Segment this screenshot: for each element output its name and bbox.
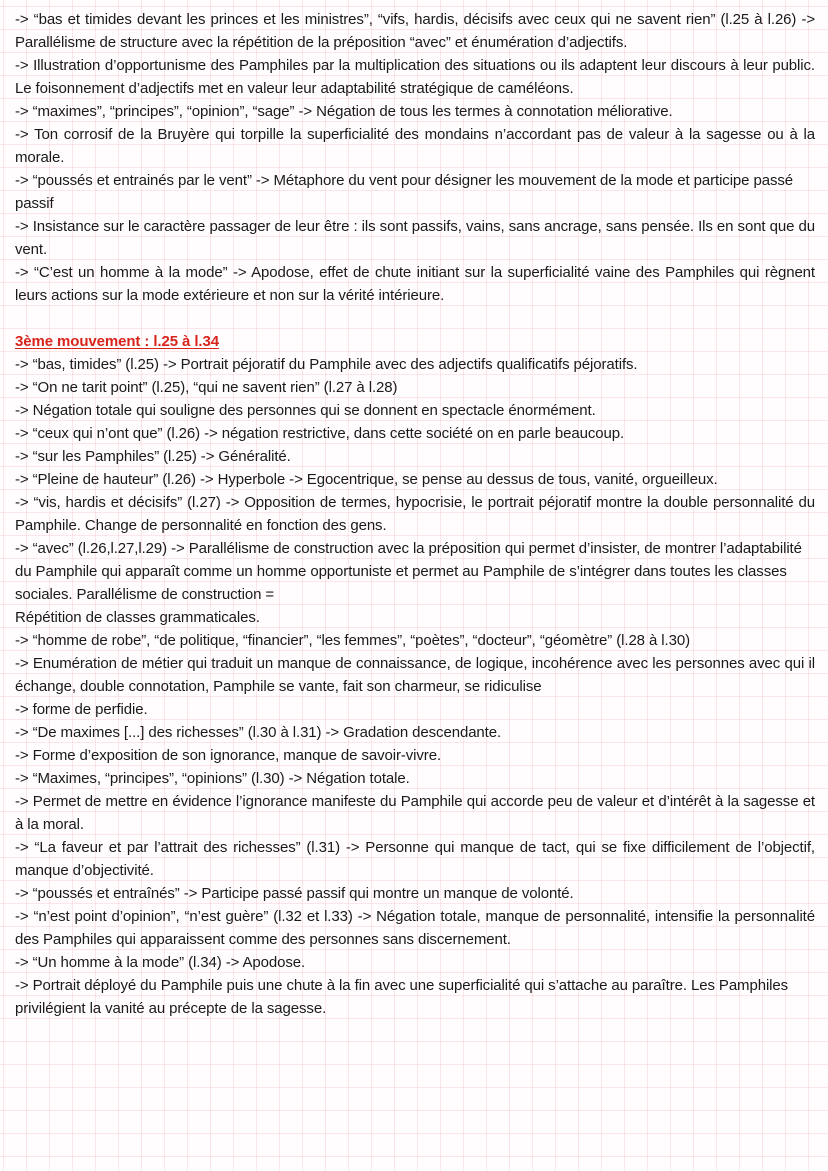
- note-paragraph: -> “Un homme à la mode” (l.34) -> Apodose.: [15, 954, 306, 971]
- document-page: [15, 8, 815, 1020]
- note-paragraph: -> “homme de robe”, “de politique, “financier”, “les femmes”, “poètes”, “docteur”, “géomètre” (l.28 à l.30): [15, 632, 690, 649]
- note-paragraph: -> “C’est un homme à la mode” -> Apodose, effet de chute initiant sur la superficialité vaine des Pamphiles qui règnent leurs actions sur la mode extérieure et non sur la vérité intérieure.: [15, 264, 815, 304]
- note-paragraph: -> “maximes”, “principes”, “opinion”, “sage” -> Négation de tous les termes à connotation méliorative.: [15, 103, 673, 120]
- note-paragraph: -> “bas, timides” (l.25) -> Portrait péjoratif du Pamphile avec des adjectifs qualificatifs péjoratifs.: [15, 356, 638, 373]
- note-paragraph: -> Négation totale qui souligne des personnes qui se donnent en spectacle énormément.: [15, 402, 596, 419]
- note-paragraph: -> “La faveur et par l’attrait des richesses” (l.31) -> Personne qui manque de tact, qui se fixe difficilement de l’objectif, manque d’objectivité.: [15, 839, 815, 879]
- section-heading: 3ème mouvement : l.25 à l.34: [15, 333, 219, 350]
- note-paragraph: -> Forme d’exposition de son ignorance, manque de savoir-vivre.: [15, 747, 442, 764]
- note-paragraph: -> “sur les Pamphiles” (l.25) -> Généralité.: [15, 448, 291, 465]
- note-paragraph: -> Permet de mettre en évidence l’ignorance manifeste du Pamphile qui accorde peu de valeur et d’intérêt à la sagesse et à la moral.: [15, 793, 815, 833]
- section-two: [15, 8, 815, 307]
- note-paragraph: -> Illustration d’opportunisme des Pamphiles par la multiplication des situations ou ils adaptent leur discours à leur public. Le foisonnement d’adjectifs met en valeur leur adaptabilité stratégique de caméléons.: [15, 57, 815, 97]
- note-paragraph: -> Ton corrosif de la Bruyère qui torpille la superficialité des mondains n’accordant pas de valeur à la sagesse ou à la morale.: [15, 126, 815, 166]
- note-paragraph: -> forme de perfidie.: [15, 701, 148, 718]
- note-paragraph: Répétition de classes grammaticales.: [15, 609, 260, 626]
- note-paragraph: -> “n’est point d’opinion”, “n’est guère” (l.32 et l.33) -> Négation totale, manque de personnalité, intensifie la personnalité des Pamphiles qui apparaissent comme des personnes sans discernement.: [15, 908, 815, 948]
- note-paragraph: -> “Maximes, “principes”, “opinions” (l.30) -> Négation totale.: [15, 770, 410, 787]
- note-paragraph: -> “ceux qui n’ont que” (l.26) -> négation restrictive, dans cette société on en parle beaucoup.: [15, 425, 625, 442]
- note-paragraph: -> “poussés et entraînés” -> Participe passé passif qui montre un manque de volonté.: [15, 885, 574, 902]
- note-paragraph: -> Portrait déployé du Pamphile puis une chute à la fin avec une superficialité qui s’attache au paraître. Les Pamphiles privilégient la vanité au précepte de la sagesse.: [15, 977, 789, 1017]
- note-paragraph: -> Enumération de métier qui traduit un manque de connaissance, de logique, incohérence avec les personnes avec qui il échange, double connotation, Pamphile se vante, fait son charmeur, se ridiculise: [15, 655, 815, 695]
- note-paragraph: -> “poussés et entrainés par le vent” -> Métaphore du vent pour désigner les mouvement de la mode et participe passé passif: [15, 172, 794, 212]
- note-paragraph: -> “Pleine de hauteur” (l.26) -> Hyperbole -> Egocentrique, se pense au dessus de tous, vanité, orgueilleux.: [15, 471, 718, 488]
- note-paragraph: -> “On ne tarit point” (l.25), “qui ne savent rien” (l.27 à l.28): [15, 379, 398, 396]
- note-paragraph: -> “vis, hardis et décisifs” (l.27) -> Opposition de termes, hypocrisie, le portrait péjoratif montre la double personnalité du Pamphile. Change de personnalité en fonction des gens.: [15, 494, 815, 534]
- note-paragraph: -> Insistance sur le caractère passager de leur être : ils sont passifs, vains, sans ancrage, sans pensée. Ils en sont que du vent.: [15, 218, 815, 258]
- note-paragraph: -> “De maximes [...] des richesses” (l.30 à l.31) -> Gradation descendante.: [15, 724, 502, 741]
- note-paragraph: -> “avec” (l.26,l.27,l.29) -> Parallélisme de construction avec la préposition qui permet d’insister, de montrer l’adaptabilité du Pamphile qui apparaît comme un homme opportuniste et permet au Pamphile de s’intégrer dans toutes les classes sociales. Parallélisme de construction =: [15, 540, 802, 603]
- section-three: [15, 330, 815, 1020]
- note-paragraph: -> “bas et timides devant les princes et les ministres”, “vifs, hardis, décisifs avec ceux qui ne savent rien” (l.25 à l.26) -> Parallélisme de structure avec la répétition de la préposition “avec” et énumération d’adjectifs.: [15, 11, 815, 51]
